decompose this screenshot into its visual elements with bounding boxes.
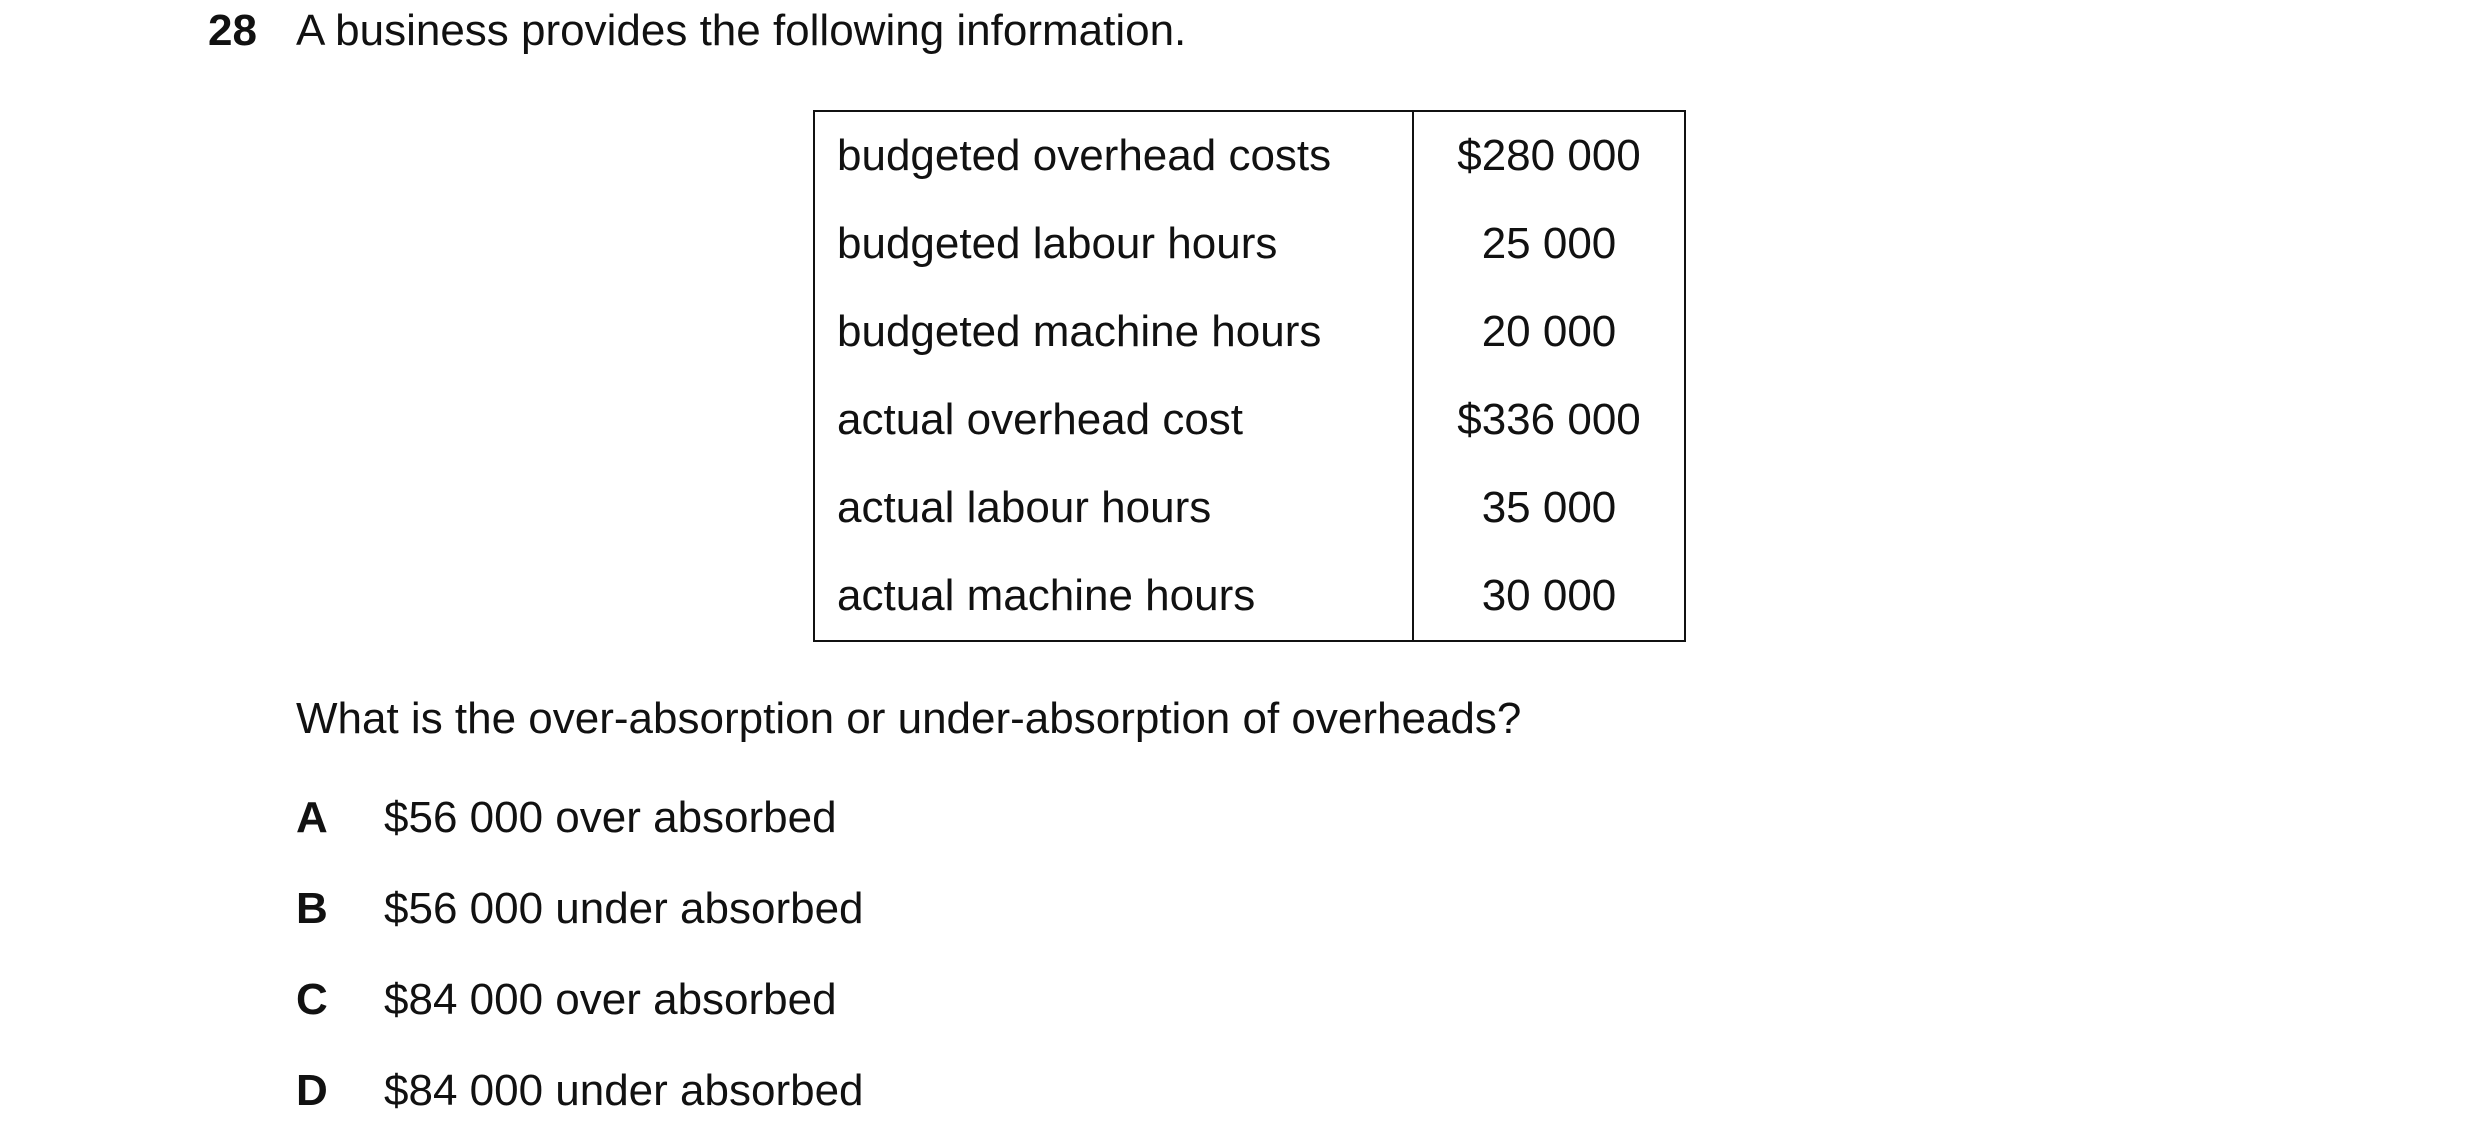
row-label: budgeted machine hours <box>814 288 1413 376</box>
row-value: 30 000 <box>1481 571 1617 620</box>
option-text: $56 000 under absorbed <box>384 884 864 933</box>
option-text: $84 000 over absorbed <box>384 975 837 1024</box>
row-value: $280 000 <box>1457 131 1641 180</box>
table-row <box>814 464 1685 552</box>
row-value: $336 000 <box>1457 395 1641 444</box>
option-d[interactable] <box>296 1064 864 1118</box>
row-label: actual overhead cost <box>814 376 1413 464</box>
table-row <box>814 288 1685 376</box>
option-letter: D <box>296 1066 328 1115</box>
option-letter: B <box>296 884 328 933</box>
table-row <box>814 552 1685 641</box>
row-label: actual machine hours <box>814 552 1413 641</box>
table-row <box>814 200 1685 288</box>
row-value: 35 000 <box>1481 483 1617 532</box>
option-letter: A <box>296 793 328 842</box>
option-text: $84 000 under absorbed <box>384 1066 864 1115</box>
option-text: $56 000 over absorbed <box>384 793 837 842</box>
row-value: 25 000 <box>1481 219 1617 268</box>
option-c[interactable] <box>296 973 837 1027</box>
information-table <box>813 110 1686 642</box>
option-b[interactable] <box>296 882 864 936</box>
question-prompt: What is the over-absorption or under-absorption of overheads? <box>296 694 1522 743</box>
question-stem: A business provides the following information. <box>296 6 1187 55</box>
row-label: budgeted labour hours <box>814 200 1413 288</box>
option-a[interactable] <box>296 791 837 845</box>
row-value: 20 000 <box>1481 307 1617 356</box>
question-number: 28 <box>208 6 257 55</box>
option-letter: C <box>296 975 328 1024</box>
row-label: budgeted overhead costs <box>814 111 1413 200</box>
row-label: actual labour hours <box>814 464 1413 552</box>
table-row <box>814 376 1685 464</box>
table-row <box>814 111 1685 200</box>
